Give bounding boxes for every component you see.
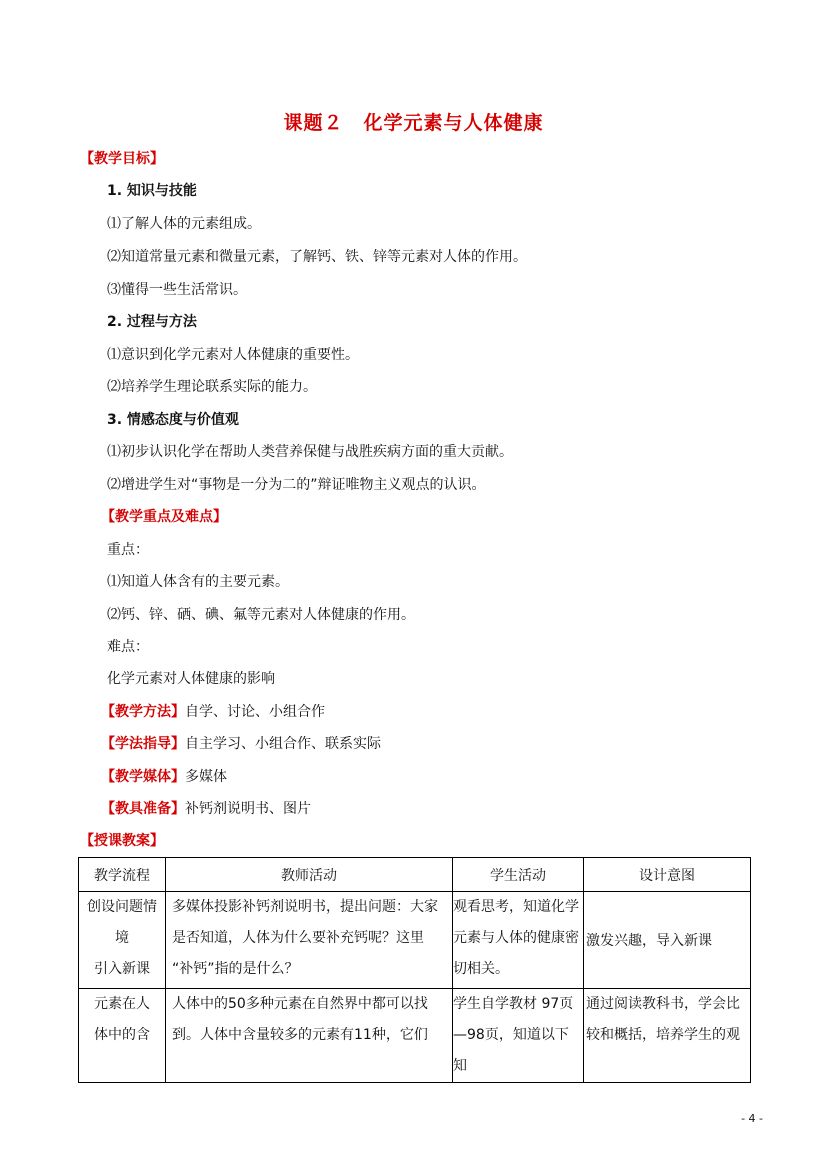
cell-line: 元素与人体的健康密	[453, 930, 579, 946]
cell-line: 较和概括，培养学生的观	[586, 1027, 740, 1043]
info-label: 【教学方法】	[101, 704, 185, 720]
difficulty-text: 化学元素对人体健康的影响	[107, 671, 275, 687]
column-header: 设计意图	[584, 858, 751, 892]
cell-line: 是否知道，人体为什么要补充钙呢？这里	[172, 930, 424, 946]
cell-line: —98页，知道以下知	[453, 1027, 569, 1074]
cell-line: 创设问题情	[87, 899, 157, 915]
info-tools	[101, 800, 311, 818]
plan-header: 【授课教案】	[80, 833, 164, 849]
flow-cell	[79, 989, 166, 1083]
cell-line: “补钙”指的是什么？	[172, 961, 299, 977]
cell-line: 到。人体中含量较多的元素有11种，它们	[172, 1027, 428, 1043]
page-title: 课题２ 化学元素与人体健康	[283, 112, 544, 134]
info-media	[101, 768, 227, 786]
objective-item: ⑵增进学生对“事物是一分为二的”辩证唯物主义观点的认识。	[107, 477, 486, 493]
objective-item: ⑴意识到化学元素对人体健康的重要性。	[107, 347, 359, 363]
cell-line: 元素在人	[94, 996, 150, 1012]
objective-item: ⑴初步认识化学在帮助人类营养保健与战胜疾病方面的重大贡献。	[107, 444, 513, 460]
info-method	[101, 703, 325, 721]
objective-item: ⑴了解人体的元素组成。	[107, 216, 261, 232]
flow-cell	[79, 892, 166, 989]
teacher-cell	[166, 989, 453, 1083]
student-cell	[453, 989, 584, 1083]
section-heading: 1. 知识与技能	[107, 183, 197, 199]
key-item: ⑵钙、锌、硒、碘、氟等元素对人体健康的作用。	[107, 607, 415, 623]
teacher-cell	[166, 892, 453, 989]
cell-line: 激发兴趣，导入新课	[586, 933, 712, 949]
intent-cell	[584, 892, 751, 989]
intent-cell	[584, 989, 751, 1083]
column-header: 教师活动	[166, 858, 453, 892]
info-label: 【学法指导】	[101, 736, 185, 752]
info-guidance	[101, 735, 381, 753]
info-value: 多媒体	[185, 769, 227, 785]
info-label: 【教具准备】	[101, 801, 185, 817]
lesson-plan-table	[78, 857, 751, 1083]
objective-item: ⑵培养学生理论联系实际的能力。	[107, 379, 317, 395]
cell-line: 通过阅读教科书，学会比	[586, 996, 740, 1012]
difficulty-label: 难点：	[107, 639, 149, 655]
info-label: 【教学媒体】	[101, 769, 185, 785]
info-value: 自主学习、小组合作、联系实际	[185, 736, 381, 752]
section-heading: 3. 情感态度与价值观	[107, 412, 239, 428]
objective-item: ⑵知道常量元素和微量元素，了解钙、铁、锌等元素对人体的作用。	[107, 249, 527, 265]
cell-line: 人体中的50多种元素在自然界中都可以找	[172, 996, 428, 1012]
cell-line: 境	[115, 930, 129, 946]
cell-line: 观看思考，知道化学	[453, 899, 579, 915]
cell-line: 学生自学教材 97页	[453, 996, 574, 1012]
page-number: - 4 -	[741, 1112, 763, 1125]
column-header: 学生活动	[453, 858, 584, 892]
objectives-header: 【教学目标】	[80, 151, 164, 167]
table-row	[79, 989, 751, 1083]
student-cell	[453, 892, 584, 989]
cell-line: 切相关。	[453, 961, 509, 977]
column-header: 教学流程	[79, 858, 166, 892]
objective-item: ⑶懂得一些生活常识。	[107, 282, 247, 298]
cell-line: 引入新课	[94, 961, 150, 977]
info-value: 补钙剂说明书、图片	[185, 801, 311, 817]
key-label: 重点：	[107, 542, 149, 558]
info-value: 自学、讨论、小组合作	[185, 704, 325, 720]
table-row	[79, 892, 751, 989]
cell-line: 体中的含	[94, 1027, 150, 1043]
cell-line: 多媒体投影补钙剂说明书，提出问题：大家	[172, 899, 438, 915]
table-header-row	[79, 858, 751, 892]
key-item: ⑴知道人体含有的主要元素。	[107, 574, 289, 590]
section-heading: 2. 过程与方法	[107, 314, 197, 330]
key-points-header: 【教学重点及难点】	[101, 509, 227, 525]
